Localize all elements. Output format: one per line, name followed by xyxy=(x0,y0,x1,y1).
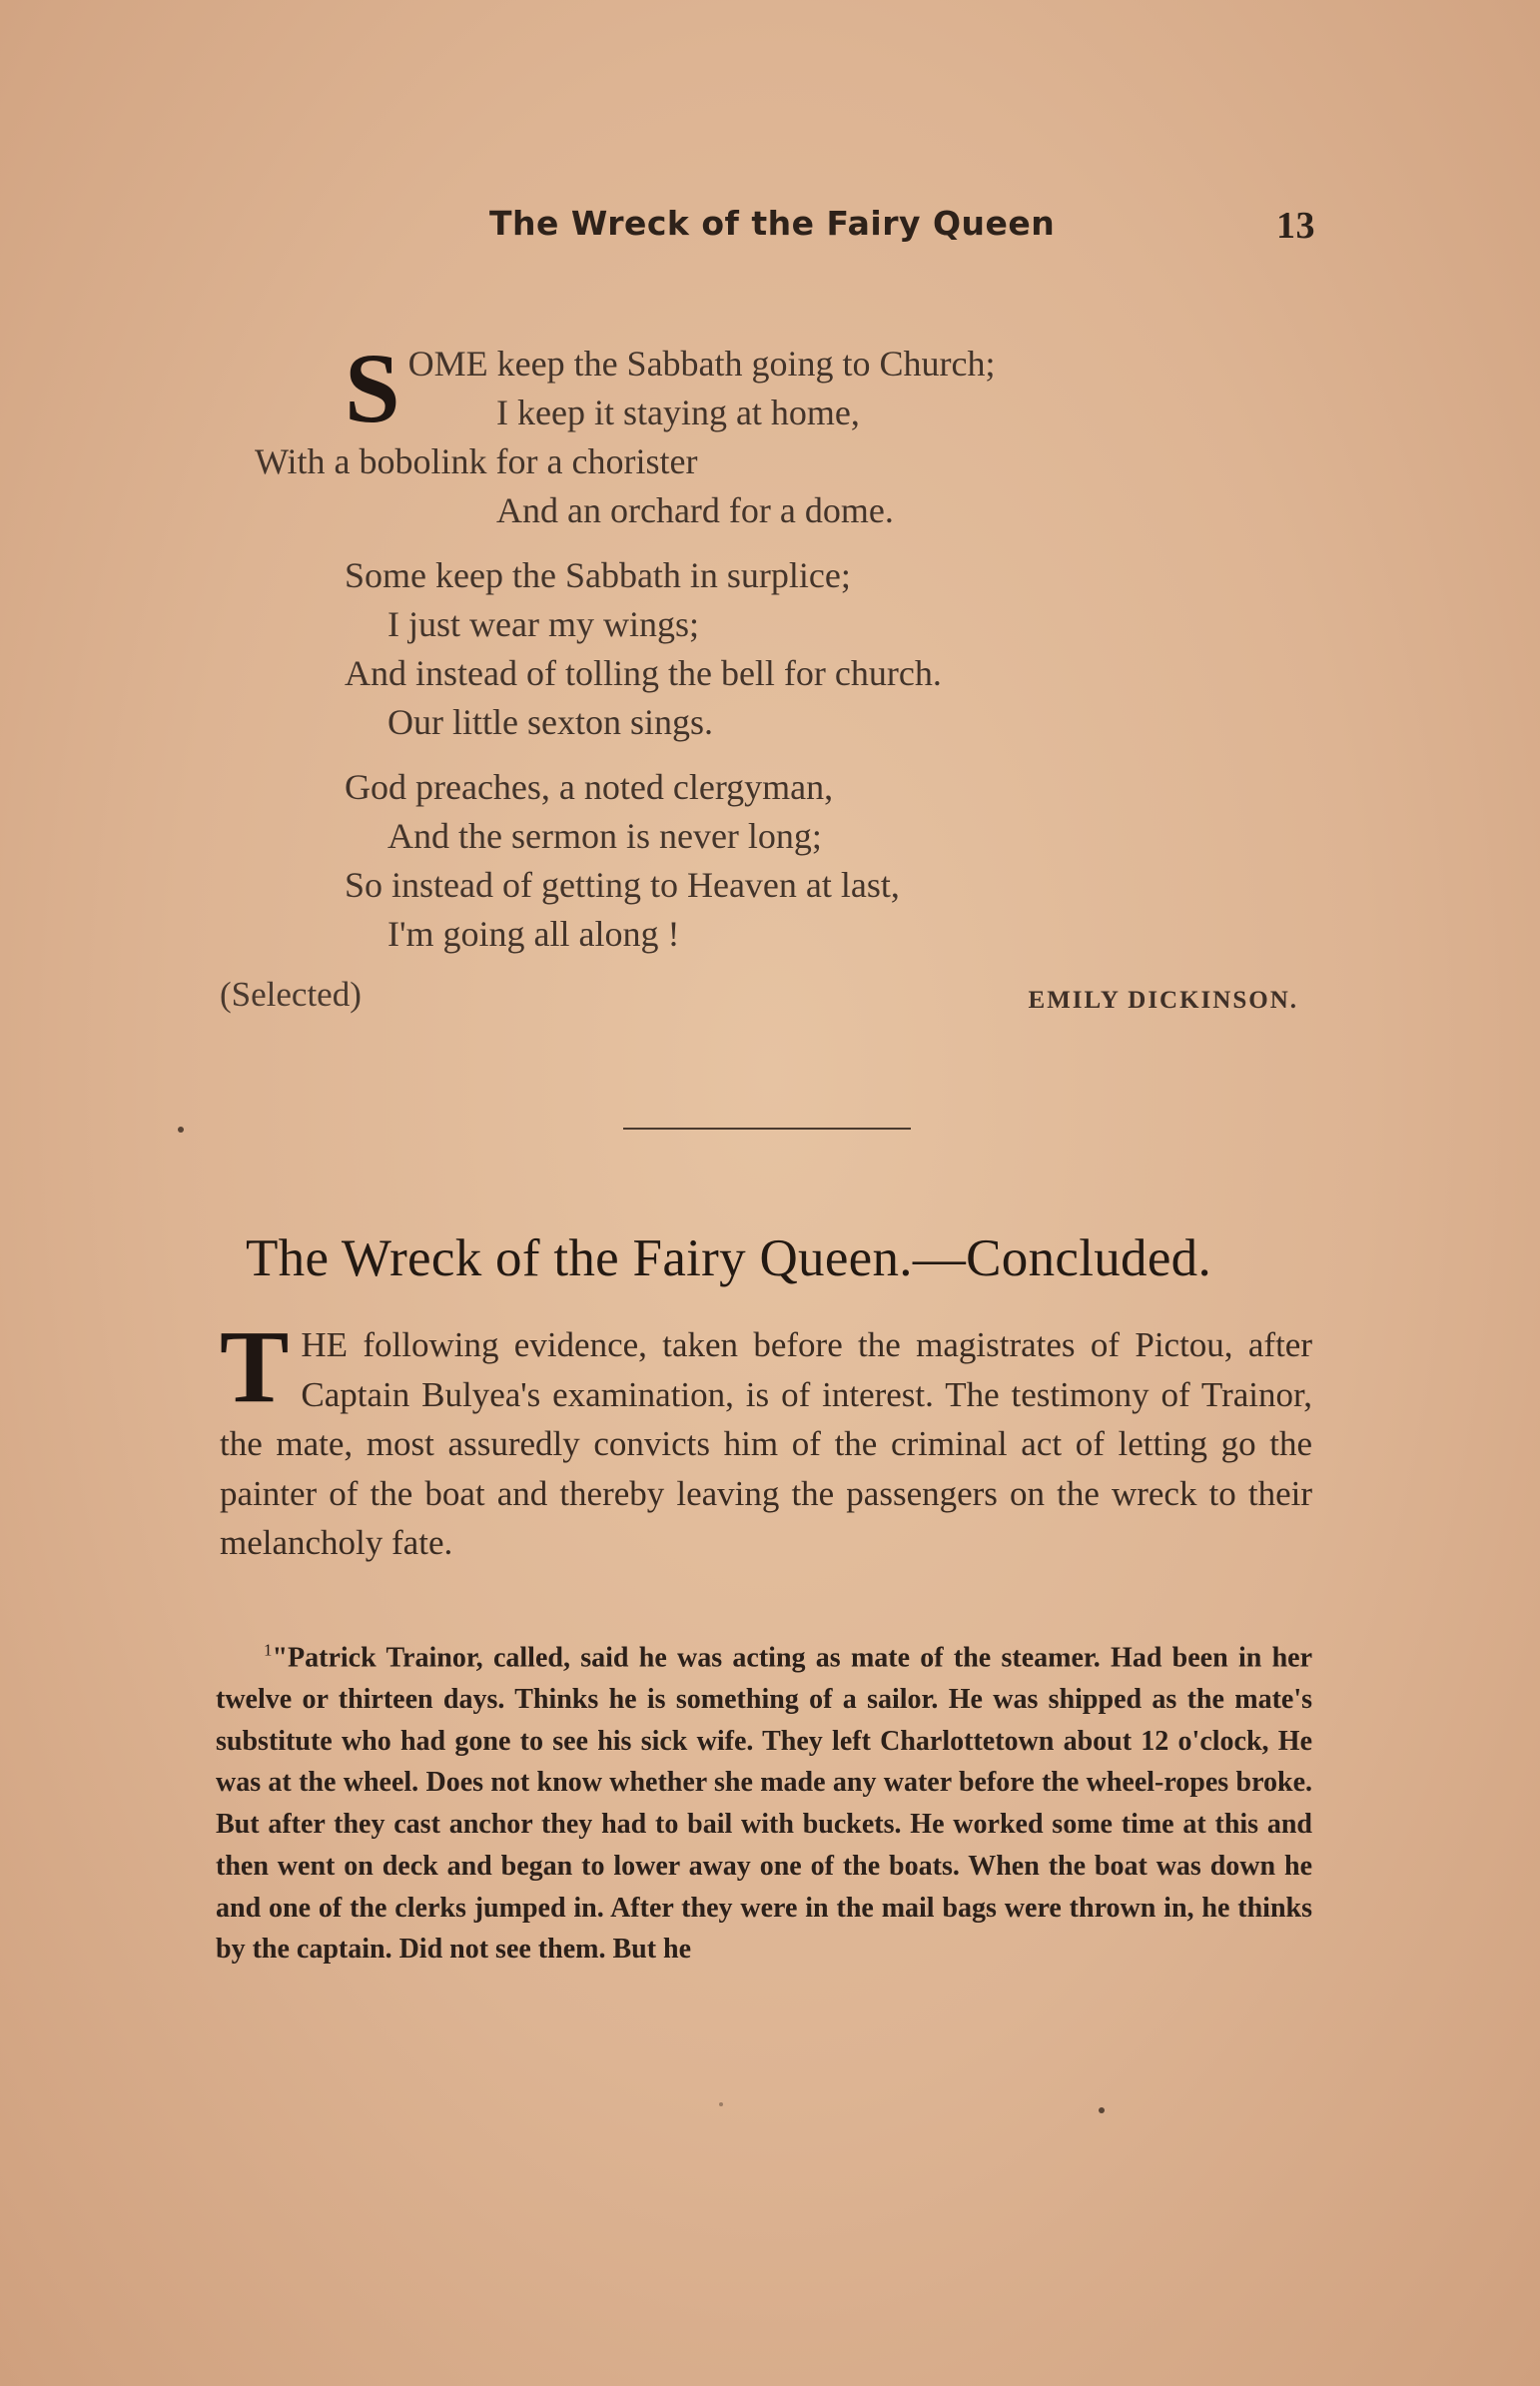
poem-line: And the sermon is never long; xyxy=(387,816,822,856)
testimony-lead xyxy=(216,1642,273,1673)
poem-line: And an orchard for a dome. xyxy=(496,490,894,530)
article-title: The Wreck of the Fairy Queen.—Concluded. xyxy=(246,1229,1212,1287)
page-number: 13 xyxy=(1276,205,1315,247)
poem-line: I'm going all along ! xyxy=(387,914,680,954)
paper-speck xyxy=(178,1127,184,1133)
poem-line: Our little sexton sings. xyxy=(387,702,713,742)
poem-line: With a bobolink for a chorister xyxy=(255,441,698,481)
poem-line: Some keep the Sabbath in surplice; xyxy=(345,555,851,595)
poem-line: And instead of tolling the bell for church. xyxy=(345,653,942,693)
author-name: EMILY DICKINSON. xyxy=(1028,987,1298,1014)
poem-line: I keep it staying at home, xyxy=(496,393,860,432)
drop-cap-t: T xyxy=(220,1309,290,1424)
poem-line: God preaches, a noted clergyman, xyxy=(345,767,834,807)
testimony-paragraph xyxy=(216,1630,1312,1971)
poem-stanza xyxy=(345,551,1343,747)
source-note: (Selected) xyxy=(220,975,362,1014)
running-title: The Wreck of the Fairy Queen xyxy=(489,204,1056,243)
poem-attribution xyxy=(220,975,1298,1025)
running-head xyxy=(0,204,1540,247)
poem xyxy=(255,333,1343,975)
footnote-marker: 1 xyxy=(264,1641,273,1660)
intro-paragraph: HE following evidence, taken before the magistrates of Pictou, after Captain Bulyea's examination, is of interest. The testimony of Trainor, the mate, most assuredly convicts him of the criminal act of letting go the painter of the boat and thereby leaving the passengers on the wreck to their melancholy fate. xyxy=(220,1325,1312,1562)
article-intro xyxy=(220,1309,1312,1568)
paper-speck xyxy=(719,2102,723,2106)
drop-cap-s: S xyxy=(345,333,400,443)
section-divider xyxy=(623,1128,911,1130)
poem-line: So instead of getting to Heaven at last, xyxy=(345,865,900,905)
poem-line: OME keep the Sabbath going to Church; xyxy=(407,344,996,384)
poem-line: I just wear my wings; xyxy=(387,604,699,644)
poem-stanza xyxy=(345,763,1343,959)
testimony-text: "Patrick Trainor, called, said he was acting as mate of the steamer. Had been in her twelve or thirteen days. Thinks he is something of a sailor. He was shipped as the mate's substitute who had gone to see his sick wife. They left Charlottetown about 12 o'clock, He was at the wheel. Does not know whether she made any water before the wheel-ropes broke. But after they cast anchor they had to bail with buckets. He worked some time at this and then went on deck and began to lower away one of the boats. When the boat was down he and one of the clerks jumped in. After they were in the mail bags were thrown in, he thinks by the captain. Did not see them. But he xyxy=(216,1642,1312,1966)
paper-speck xyxy=(1099,2107,1105,2113)
poem-stanza xyxy=(255,333,1343,535)
